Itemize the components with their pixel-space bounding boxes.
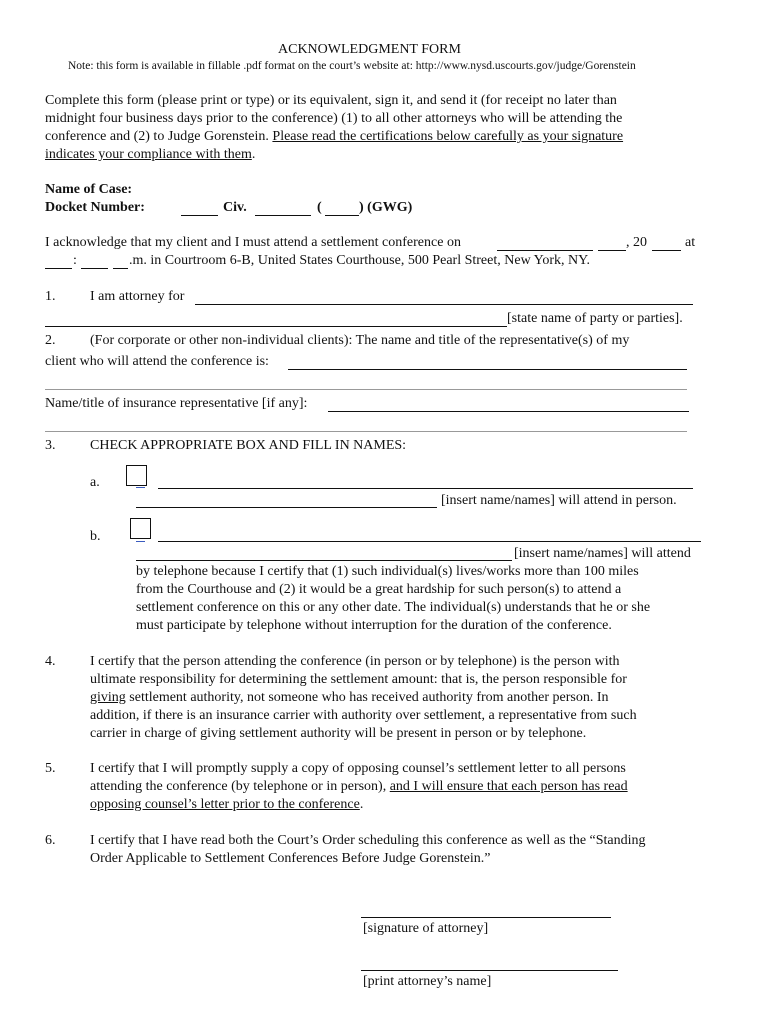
option-b-line-1: by telephone because I certify that (1) such individual(s) lives/works more than 100 miles	[136, 564, 639, 579]
fillable-note: Note: this form is available in fillable .pdf format on the court’s website at: http://www.nysd.uscourts.gov/judge/Gorenstein	[68, 60, 636, 72]
conference-hour-field[interactable]	[45, 268, 72, 269]
docket-paren-open: (	[317, 200, 322, 215]
docket-number-label: Docket Number:	[45, 200, 145, 215]
case-name-label: Name of Case:	[45, 182, 133, 197]
item-4-line-5: carrier in charge of giving settlement authority will be present in person or by telephone.	[90, 726, 587, 741]
in-person-names-field-2[interactable]	[136, 507, 437, 508]
telephone-names-field-2[interactable]	[136, 560, 512, 561]
telephone-names-field[interactable]	[158, 541, 701, 542]
attorney-name-label: [print attorney’s name]	[363, 974, 492, 989]
ack-line-2: .m. in Courtroom 6-B, United States Courthouse, 500 Pearl Street, New York, NY.	[129, 253, 590, 268]
attorney-name-field[interactable]	[361, 970, 618, 971]
item-6-number: 6.	[45, 833, 56, 848]
insurance-representative-field[interactable]	[328, 411, 689, 412]
form-title: ACKNOWLEDGMENT FORM	[278, 42, 461, 57]
signature-label: [signature of attorney]	[363, 921, 489, 936]
item-6-line-2: Order Applicable to Settlement Conferences Before Judge Gorenstein.”	[90, 851, 491, 866]
item-4-line-4: addition, if there is an insurance carrier with authority over settlement, a representative from such	[90, 708, 637, 723]
representative-field[interactable]	[288, 369, 687, 370]
option-a-label: a.	[90, 475, 100, 490]
at-word: at	[685, 235, 696, 250]
item-5-number: 5.	[45, 761, 56, 776]
conference-year-field[interactable]	[652, 250, 681, 251]
item-4-line-2: ultimate responsibility for determining the settlement amount: that is, the person responsible for	[90, 672, 627, 687]
item-1-tail: [state name of party or parties].	[507, 311, 683, 326]
docket-suffix: ) (GWG)	[359, 200, 413, 215]
option-b-line-2: from the Courthouse and (2) it would be a great hardship for such person(s) to attend a	[136, 582, 622, 597]
conference-ampm-field[interactable]	[113, 268, 128, 269]
item-2-number: 2.	[45, 333, 56, 348]
item-4-line-3: giving settlement authority, not someone who has received authority from another person. In	[90, 690, 609, 705]
ack-line-1: I acknowledge that my client and I must attend a settlement conference on	[45, 235, 461, 250]
docket-initials-field[interactable]	[325, 215, 359, 216]
option-b-label: b.	[90, 529, 101, 544]
item-2-text: (For corporate or other non-individual clients): The name and title of the representative(s) of my	[90, 333, 630, 348]
conference-day-field[interactable]	[598, 250, 626, 251]
intro-line-1: Complete this form (please print or type) or its equivalent, sign it, and send it (for receipt no later than	[45, 93, 617, 108]
in-person-checkbox[interactable]	[126, 465, 147, 486]
party-name-field[interactable]	[195, 304, 693, 305]
item-3-number: 3.	[45, 438, 56, 453]
year-prefix: , 20	[626, 235, 647, 250]
item-6-line-1: I certify that I have read both the Court’s Order scheduling this conference as well as the “Standing	[90, 833, 646, 848]
item-5-line-2: attending the conference (by telephone or in person), and I will ensure that each person has read	[90, 779, 628, 794]
in-person-names-field[interactable]	[158, 488, 693, 489]
insurance-label: Name/title of insurance representative [if any]:	[45, 396, 308, 411]
time-colon: :	[73, 253, 77, 268]
item-2-line-2: client who will attend the conference is:	[45, 354, 269, 369]
certification-warning: Please read the certifications below carefully as your signature	[272, 129, 624, 144]
conference-minute-field[interactable]	[81, 268, 108, 269]
conference-month-day-field[interactable]	[497, 250, 593, 251]
item-5-line-3: opposing counsel’s letter prior to the conference.	[90, 797, 364, 812]
telephone-checkbox[interactable]	[130, 518, 151, 539]
checkbox-b-underline	[136, 541, 145, 542]
representative-field-2[interactable]	[45, 389, 687, 390]
intro-line-2: midnight four business days prior to the conference) (1) to all other attorneys who will be attending the	[45, 111, 623, 126]
item-4-number: 4.	[45, 654, 56, 669]
item-1-number: 1.	[45, 289, 56, 304]
option-b-line-4: must participate by telephone without interruption for the duration of the conference.	[136, 618, 612, 633]
checkbox-a-underline	[136, 487, 145, 488]
option-b-tail: [insert name/names] will attend	[514, 546, 691, 561]
intro-line-4: indicates your compliance with them.	[45, 147, 256, 162]
intro-line-3: conference and (2) to Judge Gorenstein. Please read the certifications below carefully as your signature	[45, 129, 624, 144]
attorney-signature-field[interactable]	[361, 917, 611, 918]
item-1-text: I am attorney for	[90, 289, 185, 304]
option-a-tail: [insert name/names] will attend in person.	[441, 493, 677, 508]
item-3-text: CHECK APPROPRIATE BOX AND FILL IN NAMES:	[90, 438, 407, 453]
party-name-field-2[interactable]	[45, 326, 507, 327]
docket-year-field[interactable]	[181, 215, 218, 216]
item-5-line-1: I certify that I will promptly supply a copy of opposing counsel’s settlement letter to all persons	[90, 761, 626, 776]
item-4-line-1: I certify that the person attending the conference (in person or by telephone) is the person with	[90, 654, 620, 669]
docket-number-field[interactable]	[255, 215, 311, 216]
docket-civ-label: Civ.	[223, 200, 247, 215]
option-b-line-3: settlement conference on this or any other date. The individual(s) understands that he or she	[136, 600, 651, 615]
insurance-representative-field-2[interactable]	[45, 431, 687, 432]
